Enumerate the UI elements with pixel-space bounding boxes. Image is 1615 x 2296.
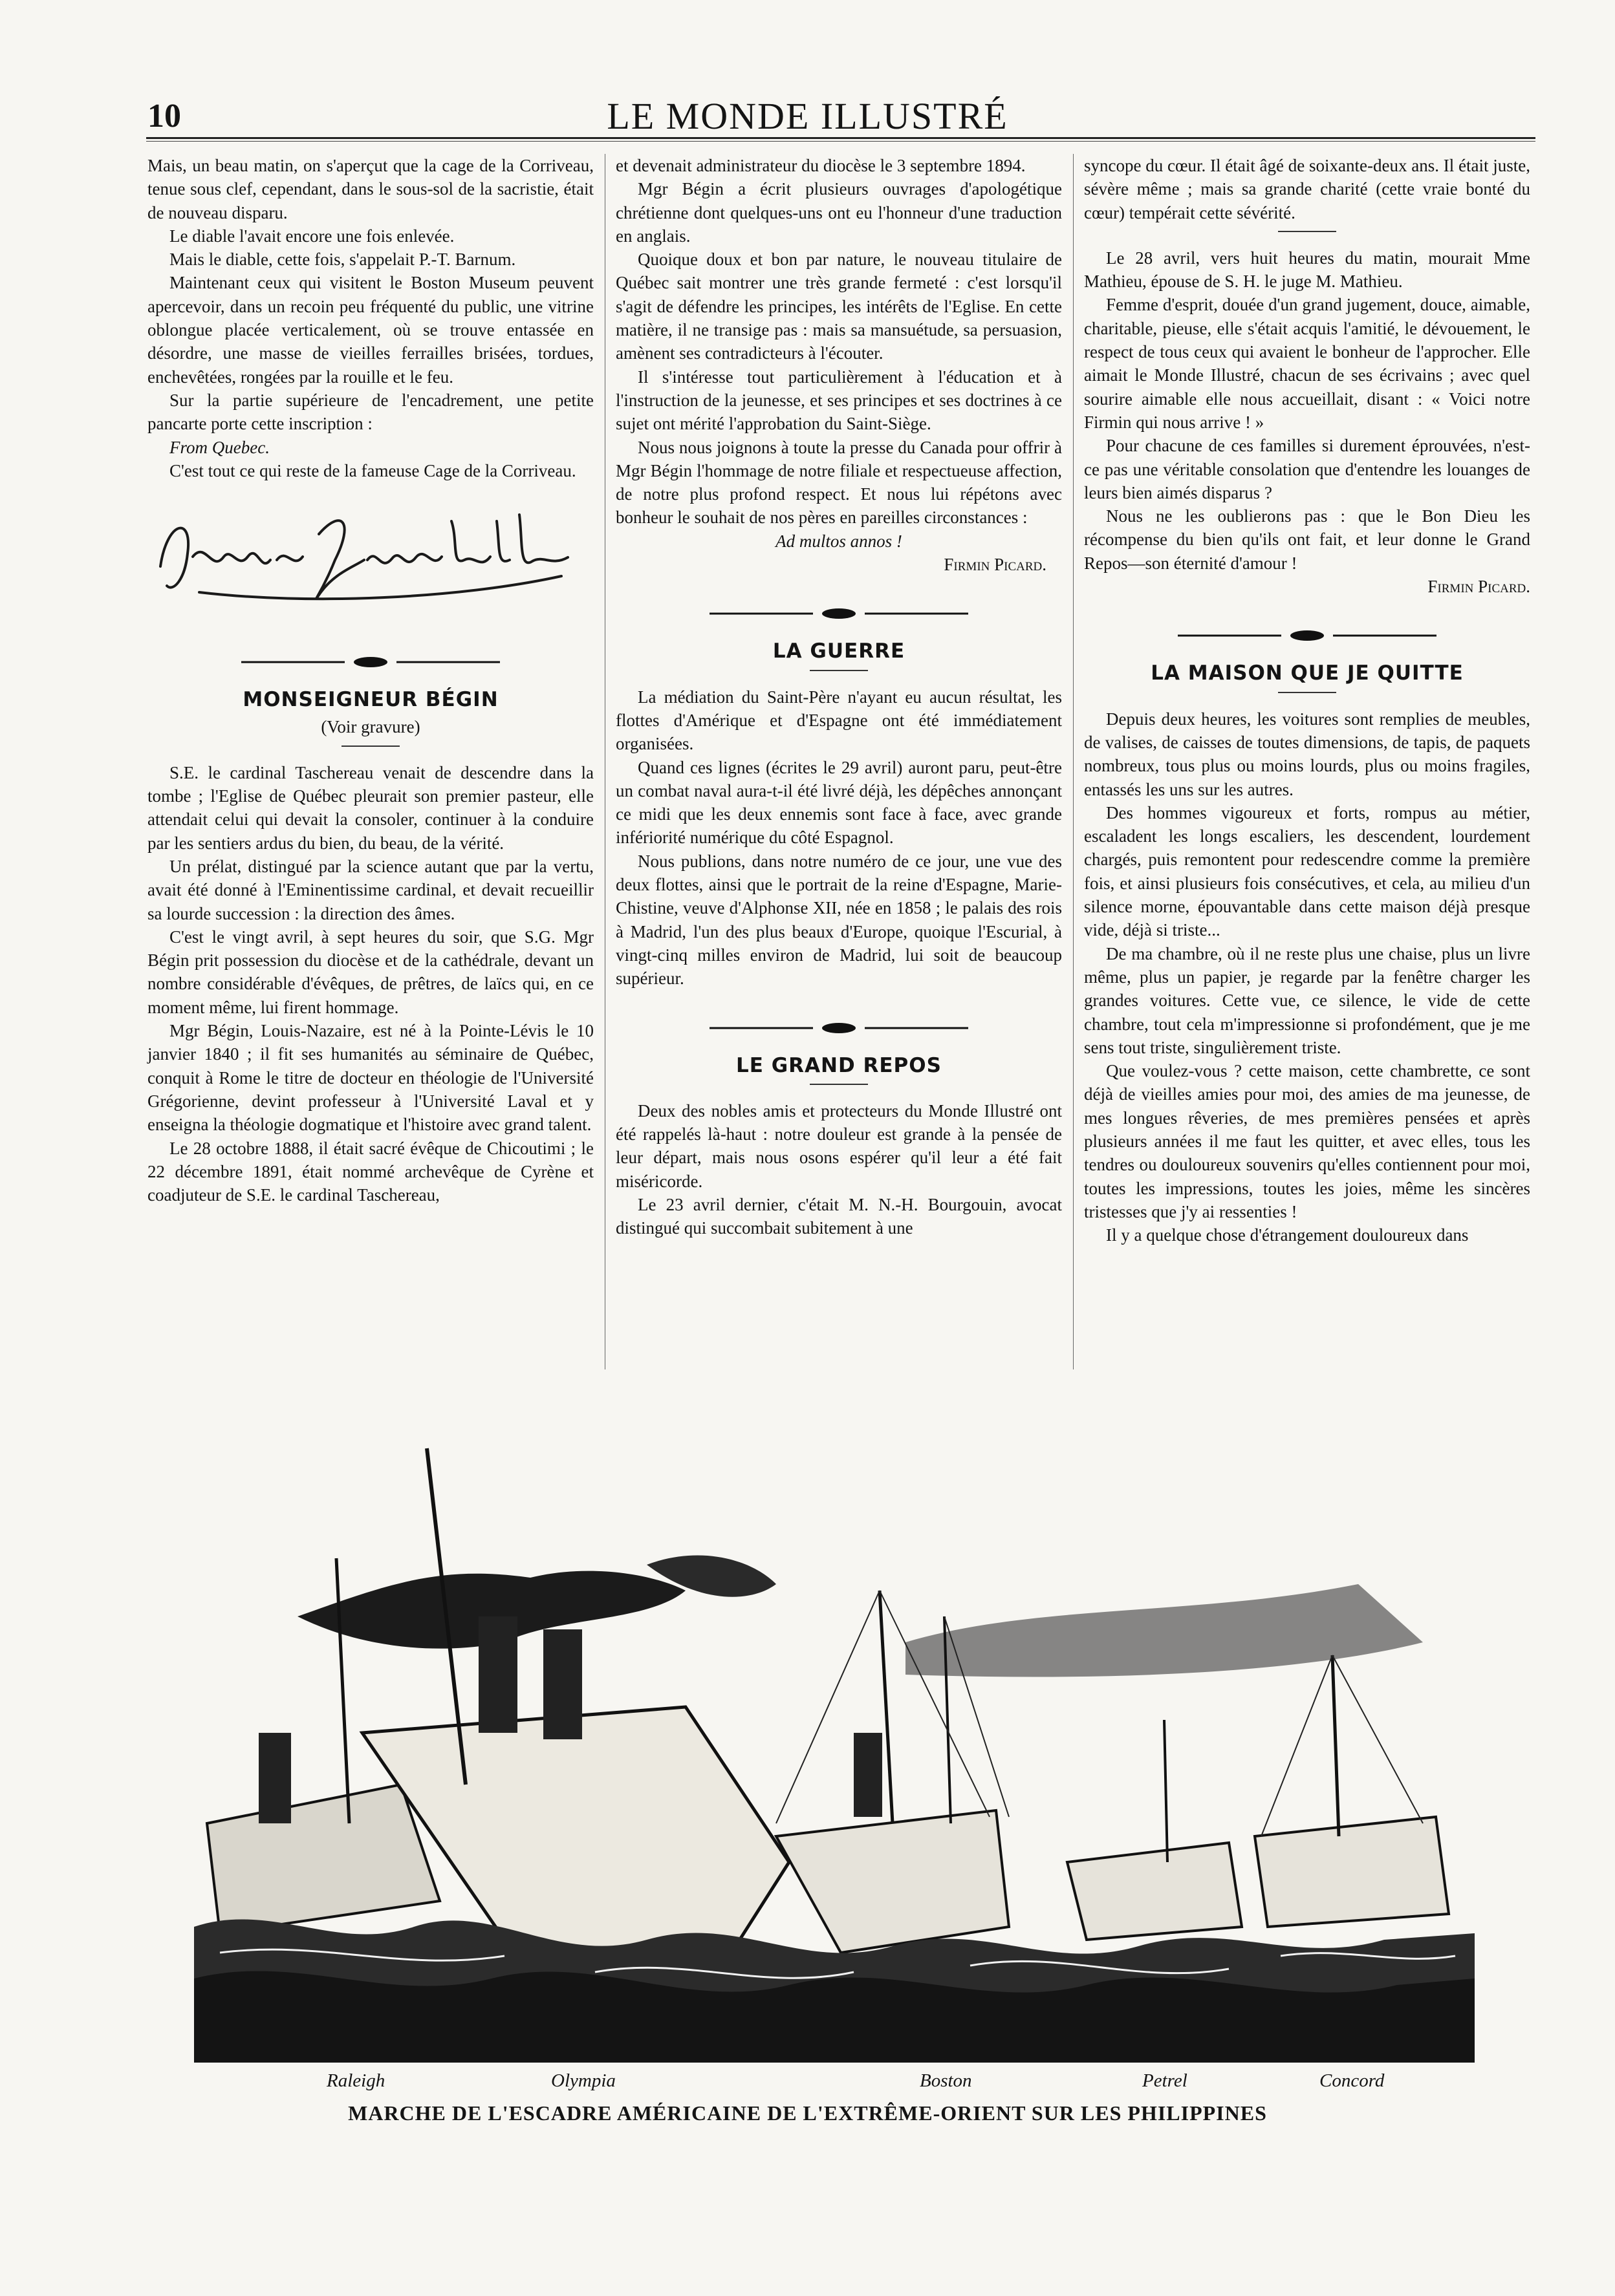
paragraph: La médiation du Saint-Père n'ayant eu aucun résultat, les flottes d'Amérique et d'Espagne ont été immédiatement organisées. <box>616 687 1062 754</box>
ship-label-olympia: Olympia <box>551 2070 616 2091</box>
section-heading: LA MAISON QUE JE QUITTE <box>1151 661 1464 685</box>
section-ornament <box>703 1022 975 1035</box>
section-ornament <box>703 607 975 620</box>
section-subheading: (Voir gravure) <box>321 717 420 737</box>
paragraph: Mgr Bégin a écrit plusieurs ouvrages d'apologétique chrétienne dont quelques-uns ont eu l'honneur d'une traduction en anglais. <box>616 179 1062 246</box>
paragraph: Quoique doux et bon par nature, le nouveau titulaire de Québec sait montrer une très grande fermeté : c'est lorsqu'il s'agit de défendre les principes, les intérêts de l'Eglise. En cette matière, il ne transige pas : mais sa mansuétude, sa persuasion, amènent ses contradicteurs à l'écouter. <box>616 250 1062 363</box>
paragraph: C'est le vingt avril, à sept heures du soir, que S.G. Mgr Bégin prit possession du diocèse et de la cathédrale, devant un nombre considérable d'évêques, de prêtres, de laïcs qui, en ce moment même, lui firent hommage. <box>147 927 594 1017</box>
paragraph: Le 23 avril dernier, c'était M. N.-H. Bourgouin, avocat distingué qui succombait subitement à une <box>616 1194 1062 1238</box>
paragraph: Nous nous joignons à toute la presse du Canada pour offrir à Mgr Bégin l'hommage de notre filiale et respectueuse affection, de notre plus profond respect. Et nous lui répétons avec bonheur le souhait de nos pères en pareilles circonstances : <box>616 437 1062 528</box>
paragraph: Quand ces lignes (écrites le 29 avril) auront paru, peut-être un combat naval aura-t-il été livré déjà, les dépêches annonçant ce midi que les deux ennemis sont face à face, avec grande infériorité numérique du côté Espagnol. <box>616 757 1062 848</box>
divider <box>810 1084 868 1085</box>
ship-label-petrel: Petrel <box>1142 2070 1187 2091</box>
paragraph: Mgr Bégin, Louis-Nazaire, est né à la Pointe-Lévis le 10 janvier 1840 ; il fit ses humanités au séminaire de Québec, conquit à Rome le titre de docteur en théologie de l'Université Grégorienne, devint professeur à l'Université Laval et y enseigna la théologie dogmatique et l'histoire avec grand talent. <box>147 1021 594 1135</box>
divider <box>341 746 400 747</box>
paragraph: Des hommes vigoureux et forts, rompus au métier, escaladent les longs escaliers, les descendent, lourdement chargés, puis remontent pour redescendre comme la première fois, et ainsi plusieurs fois consécutives, et cela, au milieu d'un silence morne, épouvantable dans cette maison déjà presque vide, déjà si triste... <box>1084 802 1530 940</box>
paragraph: Sur la partie supérieure de l'encadrement, une petite pancarte porte cette inscription : <box>147 390 594 434</box>
paragraph: Nous ne les oublierons pas : que le Bon Dieu les récompense du bien qu'ils ont fait, et leur donne le Grand Repos—son éternité d'amour ! <box>1084 506 1530 573</box>
section-heading: LE GRAND REPOS <box>736 1053 942 1077</box>
paragraph: Pour chacune de ces familles si durement éprouvées, n'est-ce pas une véritable consolation que d'entendre les louanges de leurs bien aimés disparus ? <box>1084 436 1530 502</box>
section-ornament <box>1171 629 1443 642</box>
byline: Firmin Picard. <box>1427 577 1530 597</box>
paragraph: Un prélat, distingué par la science autant que par la vertu, avait été donné à l'Eminentissime cardinal, et devait recueillir sa lourde succession : la direction des âmes. <box>147 856 594 923</box>
column-separator <box>1073 154 1074 1369</box>
ship-label-raleigh: Raleigh <box>327 2070 385 2091</box>
paragraph: C'est tout ce qui reste de la fameuse Cage de la Corriveau. <box>169 460 576 480</box>
page-number: 10 <box>147 98 181 134</box>
divider <box>810 670 868 671</box>
divider <box>1278 231 1336 232</box>
header-rule <box>146 137 1535 139</box>
masthead: LE MONDE ILLUSTRÉ <box>607 95 1008 137</box>
section-ornament <box>235 656 506 669</box>
section-heading: LA GUERRE <box>772 639 905 663</box>
paragraph: Le diable l'avait encore une fois enlevée. <box>169 226 455 246</box>
paragraph: Depuis deux heures, les voitures sont remplies de meubles, de valises, de caisses de toutes dimensions, de tapis, de paquets nombreux, tous plus ou moins lourds, plus ou moins fragiles, entassés les uns sur les autres. <box>1084 709 1530 799</box>
paragraph: Le 28 octobre 1888, il était sacré évêque de Chicoutimi ; le 22 décembre 1891, était nommé archevêque de Cyrène et coadjuteur de S.E. le cardinal Taschereau, <box>147 1138 594 1205</box>
inscription: From Quebec. <box>169 437 270 457</box>
column-3 <box>1084 154 1530 1247</box>
byline: Firmin Picard. <box>944 555 1046 575</box>
fleet-engraving <box>194 1371 1475 2063</box>
illustration-caption: MARCHE DE L'ESCADRE AMÉRICAINE DE L'EXTRÊME-ORIENT SUR LES PHILIPPINES <box>348 2101 1267 2125</box>
paragraph: De ma chambre, où il ne reste plus une chaise, plus un livre même, plus un papier, je regarde par la fenêtre charger les grandes voitures. Cette vue, ce silence, le vide de cette chambre, tout cela m'impressionne si profondément, que je me sens tout triste, singulièrement triste. <box>1084 943 1530 1057</box>
paragraph: Nous publions, dans notre numéro de ce jour, une vue des deux flottes, ainsi que le portrait de la reine d'Espagne, Marie-Chistine, veuve d'Alphonse XII, née en 1858 ; le palais des rois à Madrid, l'un des plus beaux d'Europe, quoique l'Escurial, à vingt-cinq milles environ de Madrid, lui soit de beaucoup supérieur. <box>616 851 1062 989</box>
paragraph: Deux des nobles amis et protecteurs du Monde Illustré ont été rappelés là-haut : notre douleur est grande à la pensée de leur départ, mais nous osons espérer qu'il leur a été fait miséricorde. <box>616 1100 1062 1191</box>
paragraph: Le 28 avril, vers huit heures du matin, mourait Mme Mathieu, épouse de S. H. le juge M. Mathieu. <box>1084 248 1530 292</box>
paragraph: syncope du cœur. Il était âgé de soixante-deux ans. Il était juste, sévère même ; mais sa grande charité (cette vraie bonté du cœur) tempérait cette sévérité. <box>1084 156 1530 222</box>
paragraph: Mais le diable, cette fois, s'appelait P.-T. Barnum. <box>169 250 516 270</box>
paragraph: Mais, un beau matin, on s'aperçut que la cage de la Corriveau, tenue sous clef, cependant, dans le sous-sol de la sacristie, était de nouveau disparu. <box>147 156 594 222</box>
column-1 <box>147 154 594 1207</box>
paragraph: S.E. le cardinal Taschereau venait de descendre dans la tombe ; l'Eglise de Québec pleurait son premier pasteur, elle attendait celui qui devait la consoler, continuer à la conduire par les sentiers ardus du bien, du beau, de la vérité. <box>147 762 594 853</box>
paragraph: Il s'intéresse tout particulièrement à l'éducation et à l'instruction de la jeunesse, et ses principes et ses doctrines à ce sujet ont mérité l'approbation du Saint-Siège. <box>616 367 1062 434</box>
paragraph: Femme d'esprit, douée d'un grand jugement, douce, aimable, charitable, pieuse, elle s'était acquis l'amitié, le dévouement, le respect de tous ceux qui avaient le bonheur de l'approcher. Elle aimait le Monde Illustré, chacun de ses écrivains ; avec quel sourire aimable elle nous accueillait, disant : « Voici notre Firmin qui nous arrive ! » <box>1084 295 1530 432</box>
handwritten-signature-image <box>147 495 594 625</box>
ship-label-boston: Boston <box>920 2070 972 2091</box>
divider <box>1278 692 1336 693</box>
ship-label-concord: Concord <box>1319 2070 1385 2091</box>
paragraph: Il y a quelque chose d'étrangement douloureux dans <box>1106 1225 1469 1245</box>
section-heading: MONSEIGNEUR BÉGIN <box>243 688 499 712</box>
motto: Ad multos annos ! <box>775 531 902 551</box>
header-rule-thin <box>146 141 1535 142</box>
signature-frechette <box>147 495 594 625</box>
paragraph: Maintenant ceux qui visitent le Boston Museum peuvent apercevoir, dans un recoin peu fréquenté du public, une vitrine oblongue placée verticalement, où se trouve entassée en désordre, une masse de vieilles ferrailles brisées, tordues, enchevêtées, rongées par la rouille et le feu. <box>147 273 594 387</box>
column-2 <box>616 154 1062 1240</box>
paragraph: et devenait administrateur du diocèse le 3 septembre 1894. <box>616 156 1026 175</box>
paragraph: Que voulez-vous ? cette maison, cette chambrette, ce sont déjà de vieilles amies pour moi, des amies de ma jeunesse, de mes longues rêveries, de mes premières pensées et après plusieurs années il me faut les quitter, et avec elles, tous les tendres ou douloureux souvenirs qu'elles contiennent pour moi, toutes les impressions, toutes les joies, même les sincères tristesses que j'y ai ressenties ! <box>1084 1061 1530 1221</box>
